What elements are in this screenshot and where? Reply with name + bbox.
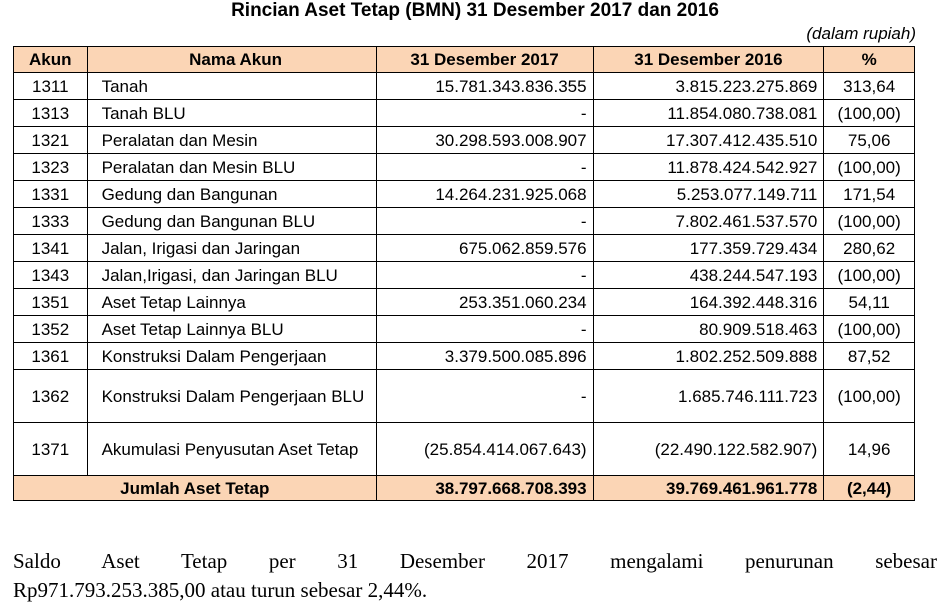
- summary-line-1: Saldo Aset Tetap per 31 Desember 2017 mengalami penurunan sebesar: [13, 549, 937, 573]
- fixed-assets-table: [13, 46, 915, 501]
- cell-percent: 171,54: [824, 181, 915, 208]
- cell-2017: 30.298.593.008.907: [376, 127, 593, 154]
- cell-2016: 11.878.424.542.927: [593, 154, 824, 181]
- cell-percent: 313,64: [824, 73, 915, 100]
- table-row: [14, 73, 915, 100]
- total-percent: (2,44): [824, 476, 915, 501]
- cell-percent: 87,52: [824, 343, 915, 370]
- header-akun: Akun: [14, 47, 88, 73]
- cell-akun: 1343: [14, 262, 88, 289]
- cell-akun: 1323: [14, 154, 88, 181]
- cell-2016: 5.253.077.149.711: [593, 181, 824, 208]
- header-2016: 31 Desember 2016: [593, 47, 824, 73]
- cell-2017: (25.854.414.067.643): [376, 423, 593, 476]
- cell-2016: 80.909.518.463: [593, 316, 824, 343]
- table-row: [14, 100, 915, 127]
- cell-2016: 3.815.223.275.869: [593, 73, 824, 100]
- table-row: [14, 181, 915, 208]
- cell-nama: Konstruksi Dalam Pengerjaan: [87, 343, 376, 370]
- cell-percent: (100,00): [824, 316, 915, 343]
- cell-2017: 14.264.231.925.068: [376, 181, 593, 208]
- table-row: [14, 262, 915, 289]
- table-row: [14, 423, 915, 476]
- cell-akun: 1371: [14, 423, 88, 476]
- cell-2016: 438.244.547.193: [593, 262, 824, 289]
- cell-percent: 280,62: [824, 235, 915, 262]
- table-row: [14, 289, 915, 316]
- cell-2016: 164.392.448.316: [593, 289, 824, 316]
- total-2017: 38.797.668.708.393: [376, 476, 593, 501]
- cell-2017: 15.781.343.836.355: [376, 73, 593, 100]
- summary-line-2: Rp971.793.253.385,00 atau turun sebesar 2,44%.: [13, 578, 428, 602]
- cell-akun: 1333: [14, 208, 88, 235]
- cell-2017: 253.351.060.234: [376, 289, 593, 316]
- cell-akun: 1361: [14, 343, 88, 370]
- total-label: Jumlah Aset Tetap: [14, 476, 377, 501]
- cell-akun: 1311: [14, 73, 88, 100]
- cell-2016: 1.802.252.509.888: [593, 343, 824, 370]
- table-row: [14, 343, 915, 370]
- summary-paragraph: [13, 547, 937, 605]
- cell-2017: -: [376, 100, 593, 127]
- table-row: [14, 370, 915, 423]
- cell-2016: 11.854.080.738.081: [593, 100, 824, 127]
- cell-percent: (100,00): [824, 208, 915, 235]
- cell-akun: 1352: [14, 316, 88, 343]
- cell-percent: (100,00): [824, 262, 915, 289]
- cell-2017: 675.062.859.576: [376, 235, 593, 262]
- cell-percent: (100,00): [824, 100, 915, 127]
- cell-2017: 3.379.500.085.896: [376, 343, 593, 370]
- cell-percent: (100,00): [824, 370, 915, 423]
- cell-2017: -: [376, 316, 593, 343]
- cell-akun: 1331: [14, 181, 88, 208]
- cell-2016: 7.802.461.537.570: [593, 208, 824, 235]
- cell-nama: Peralatan dan Mesin BLU: [87, 154, 376, 181]
- cell-2016: 177.359.729.434: [593, 235, 824, 262]
- cell-2017: -: [376, 370, 593, 423]
- unit-note: (dalam rupiah): [806, 24, 916, 43]
- cell-nama: Jalan,Irigasi, dan Jaringan BLU: [87, 262, 376, 289]
- table-header-row: [14, 47, 915, 73]
- cell-akun: 1351: [14, 289, 88, 316]
- cell-nama: Jalan, Irigasi dan Jaringan: [87, 235, 376, 262]
- cell-nama: Konstruksi Dalam Pengerjaan BLU: [87, 370, 376, 423]
- cell-akun: 1313: [14, 100, 88, 127]
- header-2017: 31 Desember 2017: [376, 47, 593, 73]
- cell-2016: 1.685.746.111.723: [593, 370, 824, 423]
- cell-percent: 14,96: [824, 423, 915, 476]
- cell-akun: 1362: [14, 370, 88, 423]
- cell-percent: (100,00): [824, 154, 915, 181]
- cell-2017: -: [376, 208, 593, 235]
- table-row: [14, 127, 915, 154]
- table-row: [14, 235, 915, 262]
- total-2016: 39.769.461.961.778: [593, 476, 824, 501]
- cell-nama: Aset Tetap Lainnya: [87, 289, 376, 316]
- header-percent: %: [824, 47, 915, 73]
- cell-nama: Gedung dan Bangunan BLU: [87, 208, 376, 235]
- cell-nama: Gedung dan Bangunan: [87, 181, 376, 208]
- table-row: [14, 208, 915, 235]
- cell-nama: Akumulasi Penyusutan Aset Tetap: [87, 423, 376, 476]
- cell-nama: Aset Tetap Lainnya BLU: [87, 316, 376, 343]
- cell-nama: Tanah BLU: [87, 100, 376, 127]
- cell-2017: -: [376, 262, 593, 289]
- total-row: [14, 476, 915, 501]
- cell-2016: (22.490.122.582.907): [593, 423, 824, 476]
- cell-nama: Peralatan dan Mesin: [87, 127, 376, 154]
- cell-percent: 75,06: [824, 127, 915, 154]
- cell-nama: Tanah: [87, 73, 376, 100]
- cell-percent: 54,11: [824, 289, 915, 316]
- cell-akun: 1321: [14, 127, 88, 154]
- table-row: [14, 316, 915, 343]
- table-title: Rincian Aset Tetap (BMN) 31 Desember 2017 dan 2016: [231, 0, 719, 21]
- cell-2017: -: [376, 154, 593, 181]
- header-nama-akun: Nama Akun: [87, 47, 376, 73]
- table-row: [14, 154, 915, 181]
- cell-akun: 1341: [14, 235, 88, 262]
- cell-2016: 17.307.412.435.510: [593, 127, 824, 154]
